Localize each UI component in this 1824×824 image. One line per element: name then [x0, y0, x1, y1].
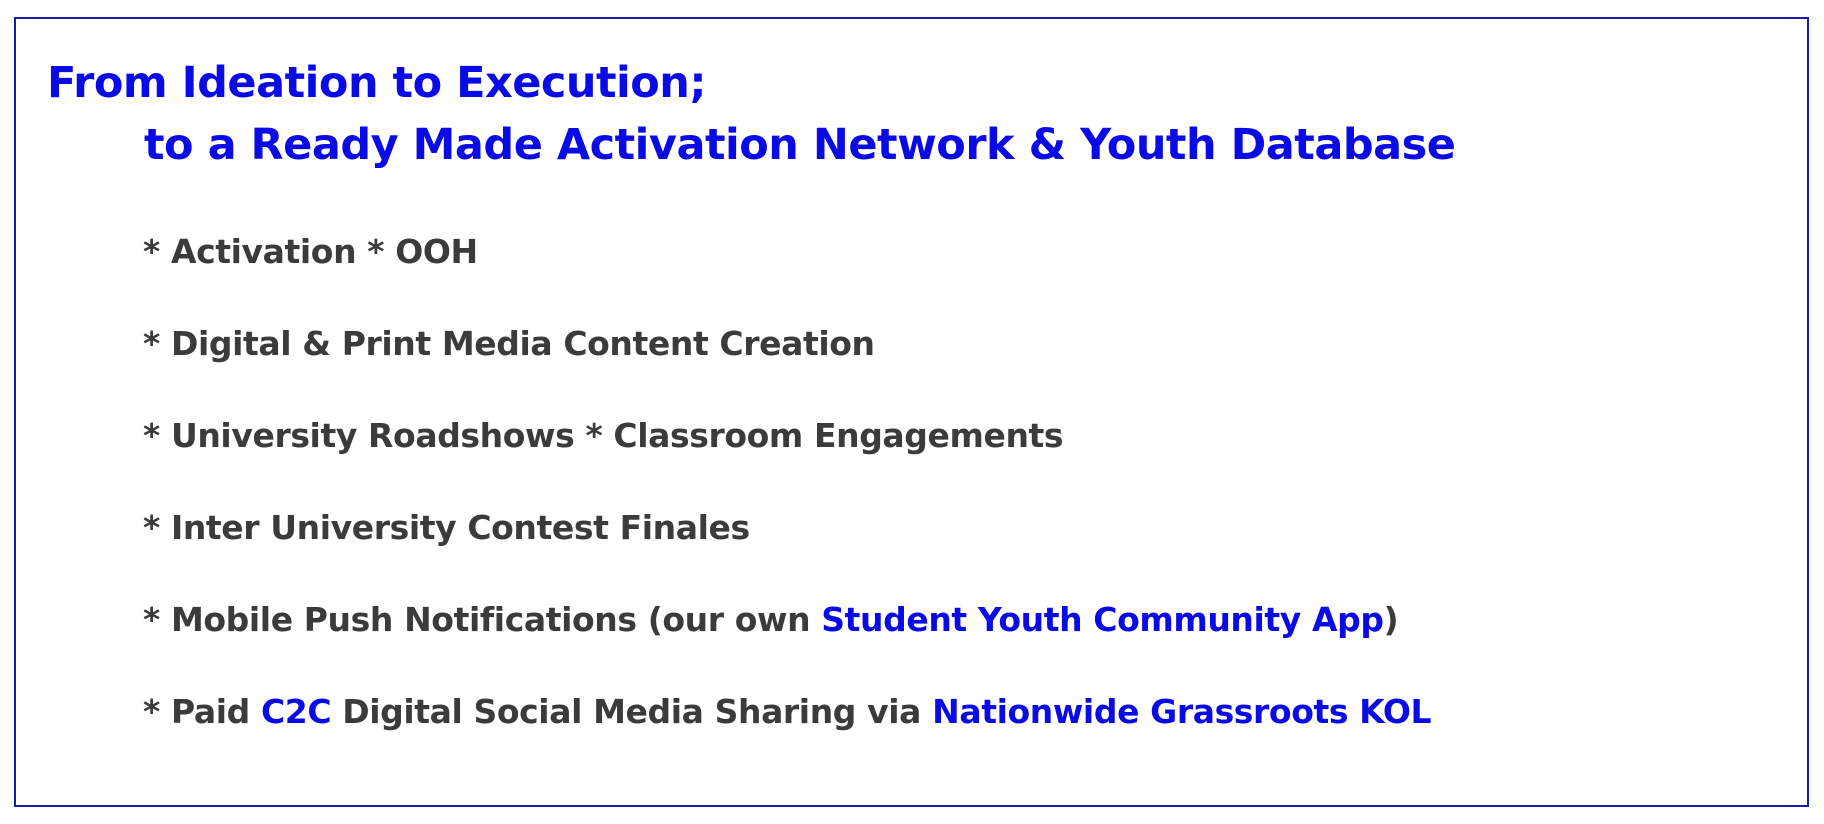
service-item-label: * University Roadshows * Classroom Engagements	[143, 416, 1064, 455]
title-line-2: to a Ready Made Activation Network & Youth Database	[144, 120, 1456, 170]
service-item-suffix: )	[1383, 600, 1399, 639]
service-item-prefix: * Mobile Push Notifications (our own	[143, 600, 822, 639]
service-item-label: * Inter University Contest Finales	[143, 508, 750, 547]
services-list	[143, 226, 1431, 778]
c2c-highlight: C2C	[260, 692, 332, 731]
service-item-label: * Digital & Print Media Content Creation	[143, 324, 875, 363]
page-title	[47, 52, 1455, 176]
service-item-activation	[143, 226, 1431, 318]
title-line-1: From Ideation to Execution;	[47, 58, 707, 108]
service-item-content-creation	[143, 318, 1431, 410]
service-item-push-notifications	[143, 594, 1431, 686]
service-item-middle: Digital Social Media Sharing via	[331, 692, 933, 731]
app-name-highlight: Student Youth Community App	[821, 600, 1384, 639]
service-item-prefix: * Paid	[143, 692, 261, 731]
kol-highlight: Nationwide Grassroots KOL	[932, 692, 1432, 731]
service-item-label: * Activation * OOH	[143, 232, 478, 271]
service-item-social-sharing	[143, 686, 1431, 778]
service-item-roadshows	[143, 410, 1431, 502]
service-item-contest-finales	[143, 502, 1431, 594]
